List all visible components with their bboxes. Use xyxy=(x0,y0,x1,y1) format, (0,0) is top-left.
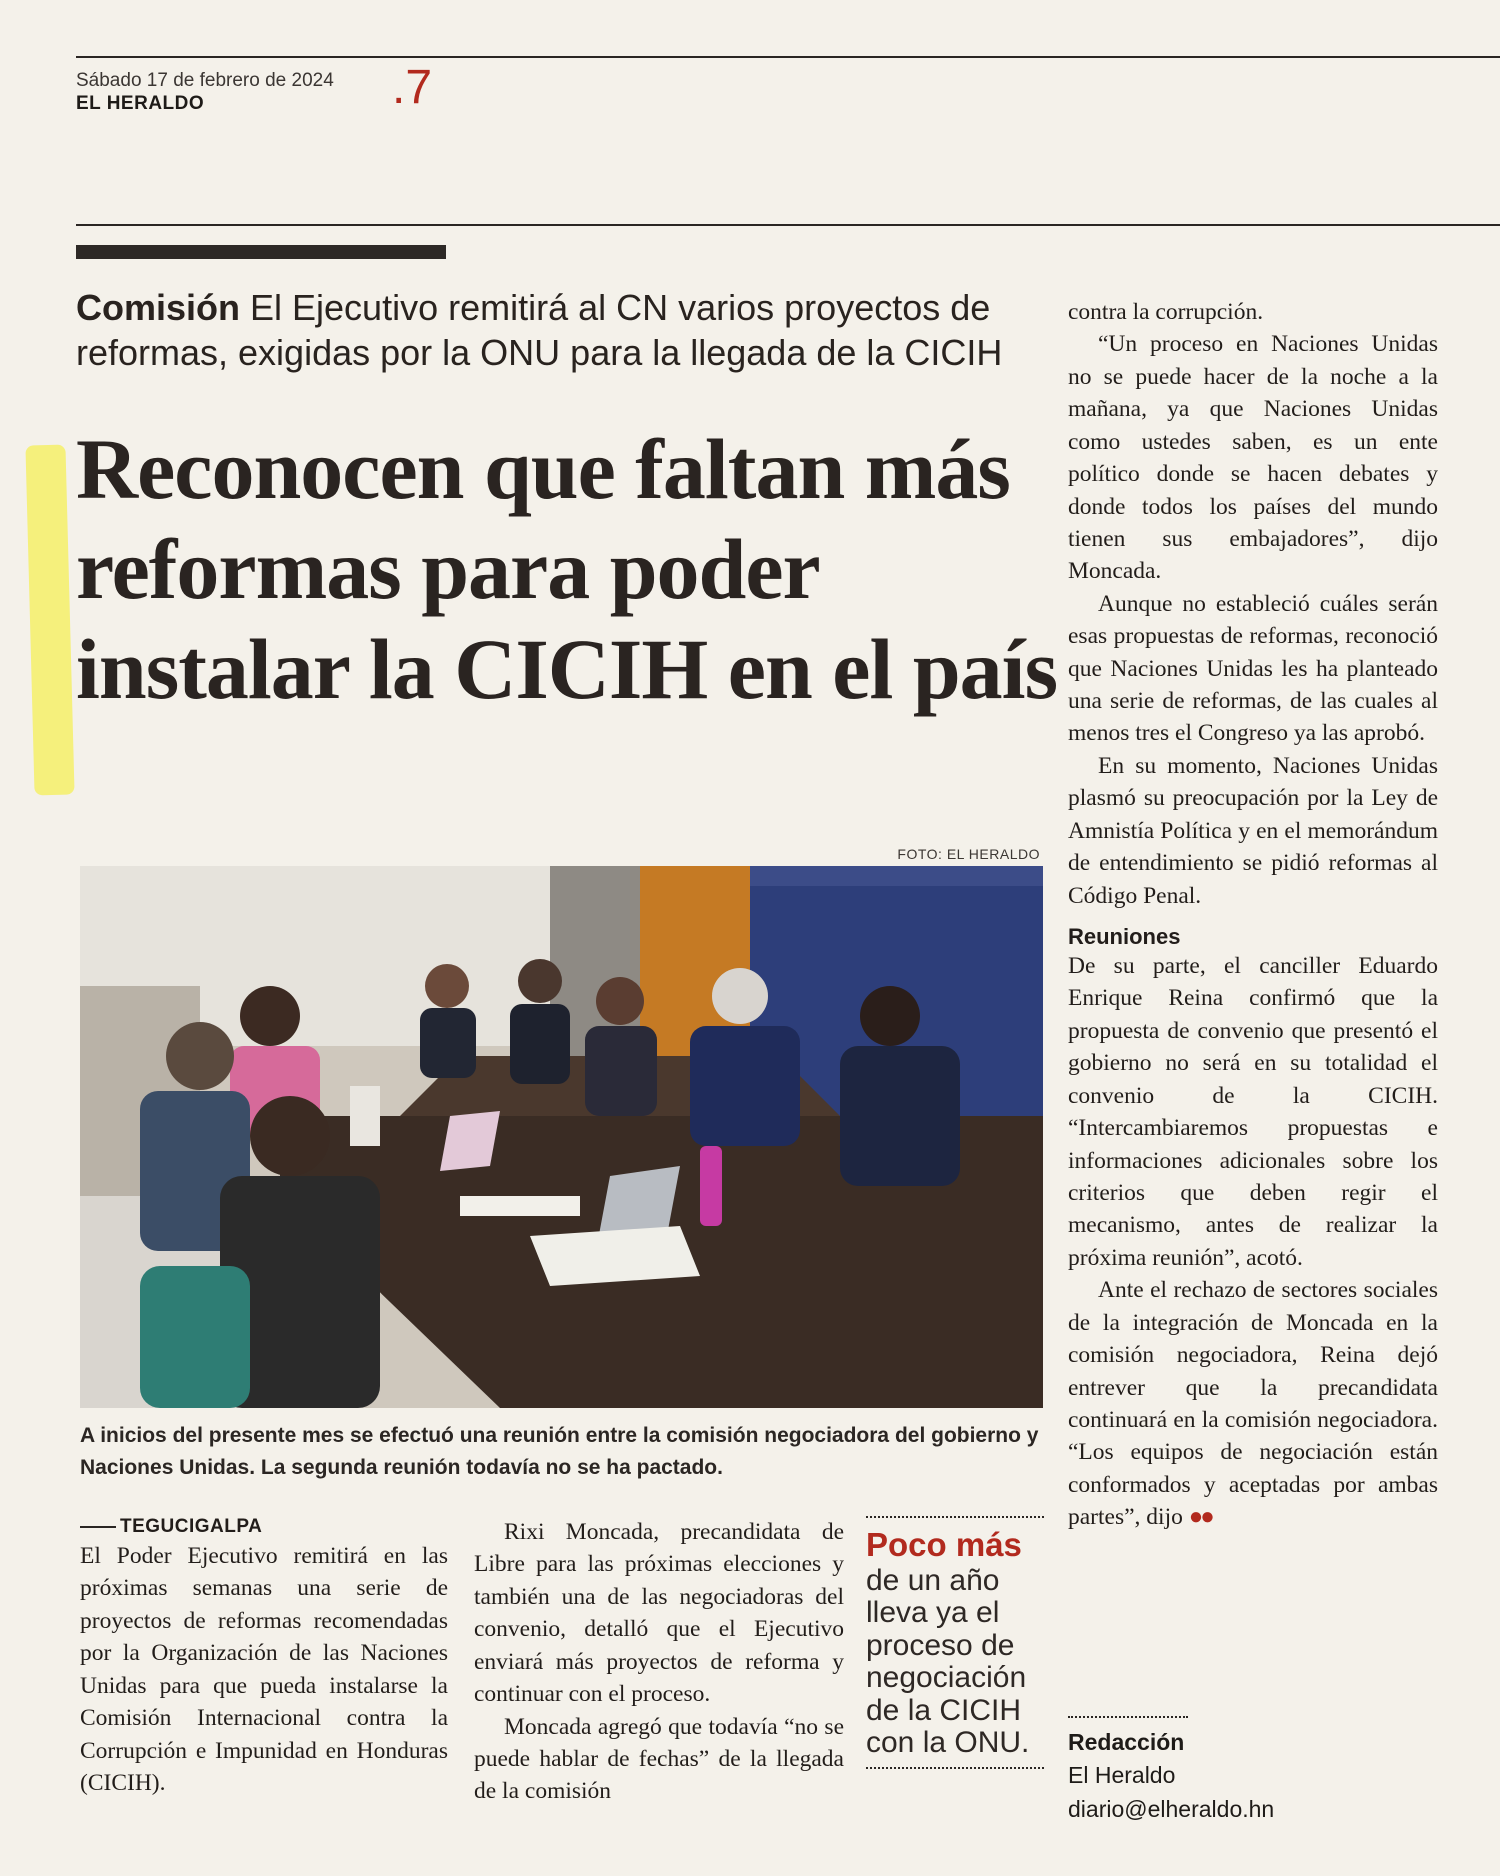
byline-rule xyxy=(1068,1716,1188,1718)
meeting-photo xyxy=(80,866,1043,1408)
byline-email: diario@elheraldo.hn xyxy=(1068,1795,1275,1822)
headline: Reconocen que faltan más reformas para poder instalar la CICIH en el país xyxy=(76,421,1058,717)
subhead: Reuniones xyxy=(1068,924,1181,950)
dateline-dash xyxy=(80,1526,116,1528)
top-rule xyxy=(76,56,1500,58)
paragraph: De su parte, el canciller Eduardo Enrique Reina confirmó que la propuesta de convenio que presentó el gobierno no será en su totalidad el convenio de la CICIH. “Intercambiaremos propuestas e informaciones adicionales sobre los criterios que deben regir el mecanismo, antes de realizar la próxima reunión”, acotó. xyxy=(1068,953,1438,1271)
paragraph-text: Ante el rechazo de sectores sociales de la integración de Moncada en la comisión negociadora, Reina dejó entrever que la precandidata continuará en la comisión negociadora. “Los equipos de negociación están conformados y aceptadas por ambas partes”, dijo xyxy=(1068,1277,1438,1531)
column-1 xyxy=(80,1516,448,1799)
byline-label: Redacción xyxy=(1068,1729,1185,1755)
paragraph: El Poder Ejecutivo remitirá en las próximas semanas una serie de proyectos de reformas recomendadas por la Organización de las Naciones Unidas para que pueda instalarse la Comisión Internacional contra la Corrupción e Impunidad en Honduras (CICIH). xyxy=(80,1543,448,1796)
issue-date: Sábado 17 de febrero de 2024 xyxy=(76,70,334,91)
paragraph: Rixi Moncada, precandidata de Libre para las próximas elecciones y también una de las negociadoras del convenio, detalló que el Ejecutivo enviará más proyectos de reforma y continuar con el proceso. xyxy=(474,1519,844,1708)
photo-caption: A inicios del presente mes se efectuó una reunión entre la comisión negociadora del gobierno y Naciones Unidas. La segunda reunión todavía no se ha pactado. xyxy=(80,1424,1039,1479)
column-2 xyxy=(474,1516,844,1808)
highlighter-mark xyxy=(25,445,74,796)
newspaper-name: EL HERALDO xyxy=(76,93,205,114)
kicker xyxy=(76,286,1036,375)
dateline xyxy=(80,1516,448,1538)
byline xyxy=(1068,1716,1438,1826)
kicker-label: Comisión xyxy=(76,287,241,328)
paragraph: En su momento, Naciones Unidas plasmó su preocupación por la Ley de Amnistía Política y en el memorándum de entendimiento se pidió reformas al Código Penal. xyxy=(1068,752,1438,909)
fact-text: de un año lleva ya el proceso de negociación de la CICIH con la ONU. xyxy=(866,1564,1030,1759)
kicker-bar xyxy=(76,245,446,259)
page-number: .7 xyxy=(392,61,433,114)
fact-highlight: Poco más xyxy=(866,1526,1022,1563)
paragraph: Moncada agregó que todavía “no se puede hablar de fechas” de la llegada de la comisión xyxy=(474,1713,844,1805)
fact-box xyxy=(866,1516,1044,1769)
kicker-text: El Ejecutivo remitirá al CN varios proyectos de reformas, exigidas por la ONU para la llegada de la CICIH xyxy=(76,287,1003,373)
paragraph: “Un proceso en Naciones Unidas no se puede hacer de la noche a la mañana, ya que Naciones Unidas como ustedes saben, es un ente político donde se hacen debates y donde todos los países del mundo tienen sus embajadores”, dijo Moncada. xyxy=(1068,331,1438,585)
section-rule xyxy=(76,224,1500,226)
paragraph: Aunque no estableció cuáles serán esas propuestas de reformas, reconoció que Naciones Unidas les ha planteado una serie de reformas, de las cuales al menos tres el Congreso ya las aprobó. xyxy=(1068,590,1438,747)
column-3 xyxy=(1068,296,1438,1534)
paragraph xyxy=(1068,1274,1438,1534)
byline-name: El Heraldo xyxy=(1068,1762,1176,1789)
end-mark-icon: ●● xyxy=(1188,1504,1212,1531)
dateline-text: TEGUCIGALPA xyxy=(120,1516,263,1537)
paragraph: contra la corrupción. xyxy=(1068,299,1264,325)
photo-credit: FOTO: EL HERALDO xyxy=(897,846,1040,862)
